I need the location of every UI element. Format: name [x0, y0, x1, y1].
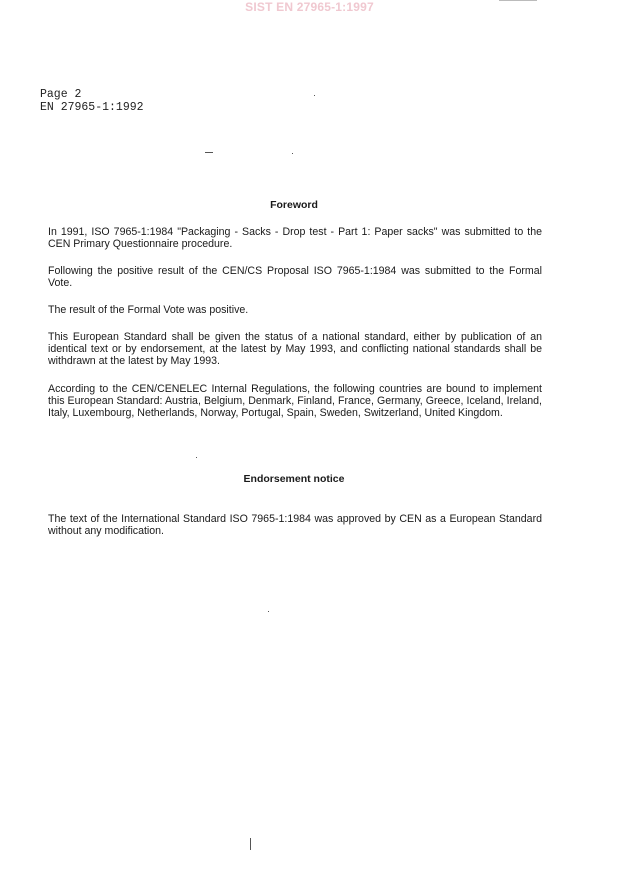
scan-artifact-dot	[268, 611, 269, 612]
foreword-paragraph-2: Following the positive result of the CEN/CS Proposal ISO 7965-1:1984 was submitted to the Formal Vote.	[48, 265, 542, 290]
foreword-paragraph-5: According to the CEN/CENELEC Internal Regulations, the following countries are bound to implement this European Standard: Austria, Belgium, Denmark, Finland, France, Germany, Greece, Iceland, Ireland, Italy, Luxembourg, Netherlands, Norway, Portugal, Spain, Sweden, Switzerland, United Kingdom.	[48, 383, 542, 420]
watermark-sist-en: SIST EN 27965-1:1997	[245, 0, 374, 14]
foreword-paragraph-3: The result of the Formal Vote was positive.	[48, 304, 249, 316]
foreword-paragraph-1: In 1991, ISO 7965-1:1984 "Packaging - Sacks - Drop test - Part 1: Paper sacks" was submitted to the CEN Primary Questionnaire procedure.	[48, 226, 542, 251]
scan-artifact-dot	[292, 153, 293, 154]
foreword-heading: Foreword	[270, 199, 318, 211]
endorsement-heading: Endorsement notice	[243, 473, 345, 485]
page-header	[40, 88, 144, 114]
scan-artifact-dot	[196, 457, 197, 458]
foreword-paragraph-4: This European Standard shall be given the status of a national standard, either by publication of an identical text or by endorsement, at the latest by May 1993, and conflicting national standards shall be withdrawn at the latest by May 1993.	[48, 331, 542, 368]
endorsement-paragraph: The text of the International Standard ISO 7965-1:1984 was approved by CEN as a European Standard without any modification.	[48, 513, 542, 538]
page-number: Page 2	[40, 88, 82, 101]
scan-artifact-line	[499, 0, 537, 1]
scan-artifact-dash	[205, 152, 213, 153]
scan-artifact-line	[250, 838, 251, 850]
scan-artifact-dot	[314, 95, 315, 96]
document-id: EN 27965-1:1992	[40, 101, 144, 114]
